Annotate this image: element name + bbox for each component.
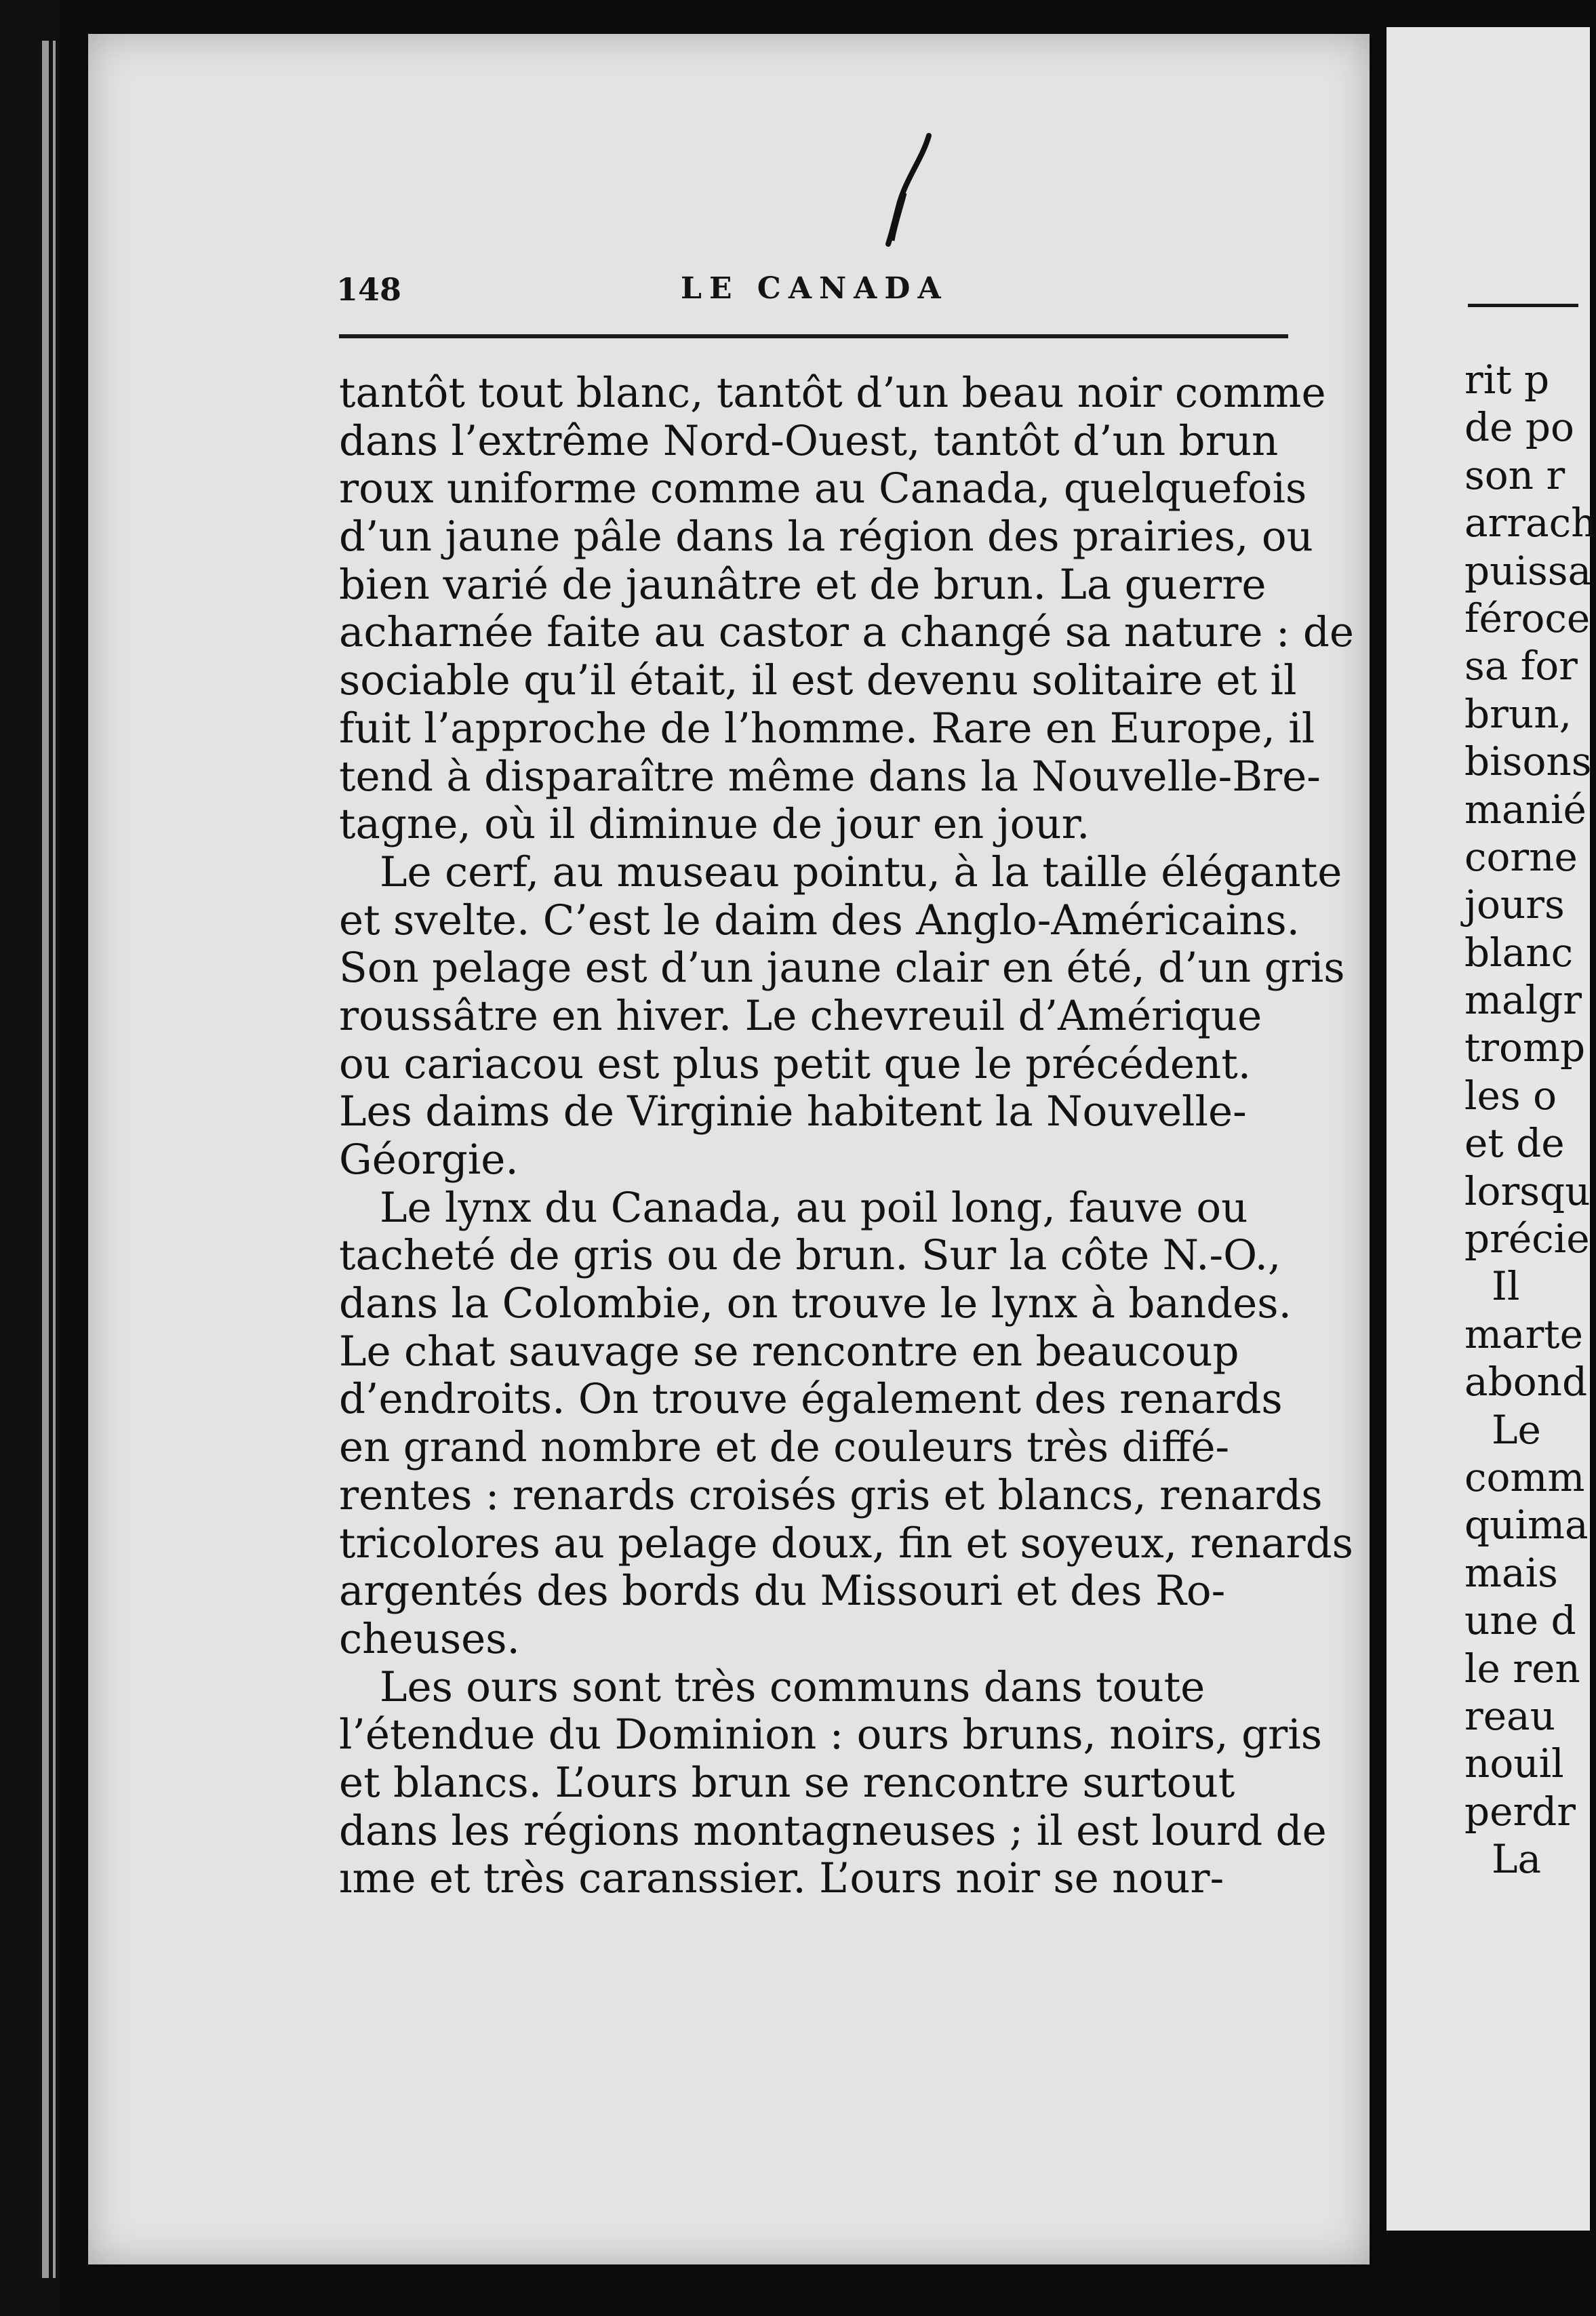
right-text-line: La: [1492, 1836, 1542, 1883]
right-text-line: manié: [1464, 786, 1587, 833]
text-line: Son pelage est d’un jaune clair en été, d’un gris: [339, 944, 1345, 993]
text-line: bien varié de jaunâtre et de brun. La guerre: [339, 560, 1266, 609]
text-line: tricolores au pelage doux, fin et soyeux, renards: [339, 1519, 1353, 1568]
right-text-line: Le: [1492, 1406, 1541, 1453]
text-line: roux uniforme comme au Canada, quelquefois: [339, 464, 1307, 513]
text-line: argentés des bords du Missouri et des Ro-: [339, 1567, 1226, 1616]
right-text-line: une d: [1464, 1597, 1576, 1644]
text-line: sociable qu’il était, il est devenu solitaire et il: [339, 656, 1297, 705]
right-text-line: bisons: [1464, 738, 1592, 785]
right-page-text: [1464, 356, 1596, 1883]
ink-mark-flourish: [864, 132, 946, 247]
right-text-line: féroce: [1464, 595, 1591, 641]
right-page-header-rule: [1468, 304, 1578, 307]
text-line: ıme et très caranssier. L’ours noir se nour-: [339, 1854, 1224, 1903]
text-line: en grand nombre et de couleurs très diffé-: [339, 1423, 1230, 1472]
page-number: 148: [336, 271, 402, 308]
text-line: tend à disparaître même dans la Nouvelle-Bre-: [339, 752, 1321, 801]
right-text-line: le ren: [1464, 1645, 1580, 1692]
text-line: dans la Colombie, on trouve le lynx à bandes.: [339, 1279, 1292, 1328]
right-text-line: marte: [1464, 1311, 1583, 1357]
right-text-line: reau: [1464, 1692, 1555, 1739]
right-text-line: perdr: [1464, 1788, 1576, 1835]
text-line: tantôt tout blanc, tantôt d’un beau noir comme: [339, 369, 1326, 417]
header-rule: [339, 334, 1288, 338]
text-line: fuit l’approche de l’homme. Rare en Europe, il: [339, 704, 1315, 753]
right-text-line: puissa: [1464, 547, 1592, 594]
text-line: tagne, où il diminue de jour en jour.: [339, 800, 1090, 849]
right-text-line: malgr: [1464, 977, 1582, 1024]
right-text-line: nouil: [1464, 1740, 1564, 1787]
right-text-line: quima: [1464, 1502, 1589, 1549]
text-line: cheuses.: [339, 1614, 520, 1663]
right-text-line: mais: [1464, 1549, 1558, 1596]
text-line: dans l’extrême Nord-Ouest, tantôt d’un brun: [339, 416, 1279, 465]
right-text-line: abond: [1464, 1359, 1588, 1405]
text-line: tacheté de gris ou de brun. Sur la côte N.-O.,: [339, 1231, 1281, 1280]
right-text-line: lorsqu: [1464, 1167, 1591, 1214]
right-text-line: les o: [1464, 1072, 1557, 1119]
text-line: Le lynx du Canada, au poil long, fauve ou: [380, 1183, 1248, 1232]
text-line: roussâtre en hiver. Le chevreuil d’Amérique: [339, 991, 1262, 1040]
running-title: LE CANADA: [681, 271, 949, 306]
text-line: Les ours sont très communs dans toute: [380, 1662, 1205, 1711]
text-line: l’étendue du Dominion : ours bruns, noirs, gris: [339, 1711, 1323, 1759]
right-text-line: précie: [1464, 1216, 1590, 1262]
right-text-line: arrach: [1464, 500, 1596, 546]
right-text-line: son r: [1464, 452, 1565, 498]
right-text-line: blanc: [1464, 929, 1574, 976]
book-spine-edge: [0, 0, 60, 2316]
text-line: Le cerf, au museau pointu, à la taille élégante: [380, 847, 1342, 896]
text-line: rentes : renards croisés gris et blancs, renards: [339, 1471, 1323, 1519]
text-line: ou cariacou est plus petit que le précédent.: [339, 1039, 1252, 1088]
right-text-line: Il: [1492, 1263, 1520, 1310]
right-text-line: corne: [1464, 833, 1578, 880]
right-text-line: rit p: [1464, 357, 1550, 403]
right-text-line: tromp: [1464, 1024, 1586, 1071]
right-text-line: sa for: [1464, 643, 1578, 690]
text-line: et blancs. L’ours brun se rencontre surtout: [339, 1758, 1235, 1807]
right-text-line: et de: [1464, 1120, 1565, 1167]
text-line: acharnée faite au castor a changé sa nature : de: [339, 608, 1355, 657]
text-line: d’endroits. On trouve également des renards: [339, 1375, 1283, 1424]
text-line: Les daims de Virginie habitent la Nouvelle-: [339, 1087, 1247, 1136]
text-line: Géorgie.: [339, 1136, 519, 1184]
text-line: dans les régions montagneuses ; il est lourd de: [339, 1806, 1327, 1855]
text-line: et svelte. C’est le daim des Anglo-Américains.: [339, 896, 1300, 944]
right-text-line: comm: [1464, 1454, 1585, 1500]
page-header: [336, 271, 1285, 319]
body-text: [339, 369, 1355, 1903]
right-text-line: jours: [1464, 881, 1565, 928]
text-line: Le chat sauvage se rencontre en beaucoup: [339, 1327, 1239, 1376]
right-text-line: de po: [1464, 404, 1574, 451]
text-line: d’un jaune pâle dans la région des prairies, ou: [339, 513, 1313, 561]
right-text-line: brun,: [1464, 690, 1572, 737]
